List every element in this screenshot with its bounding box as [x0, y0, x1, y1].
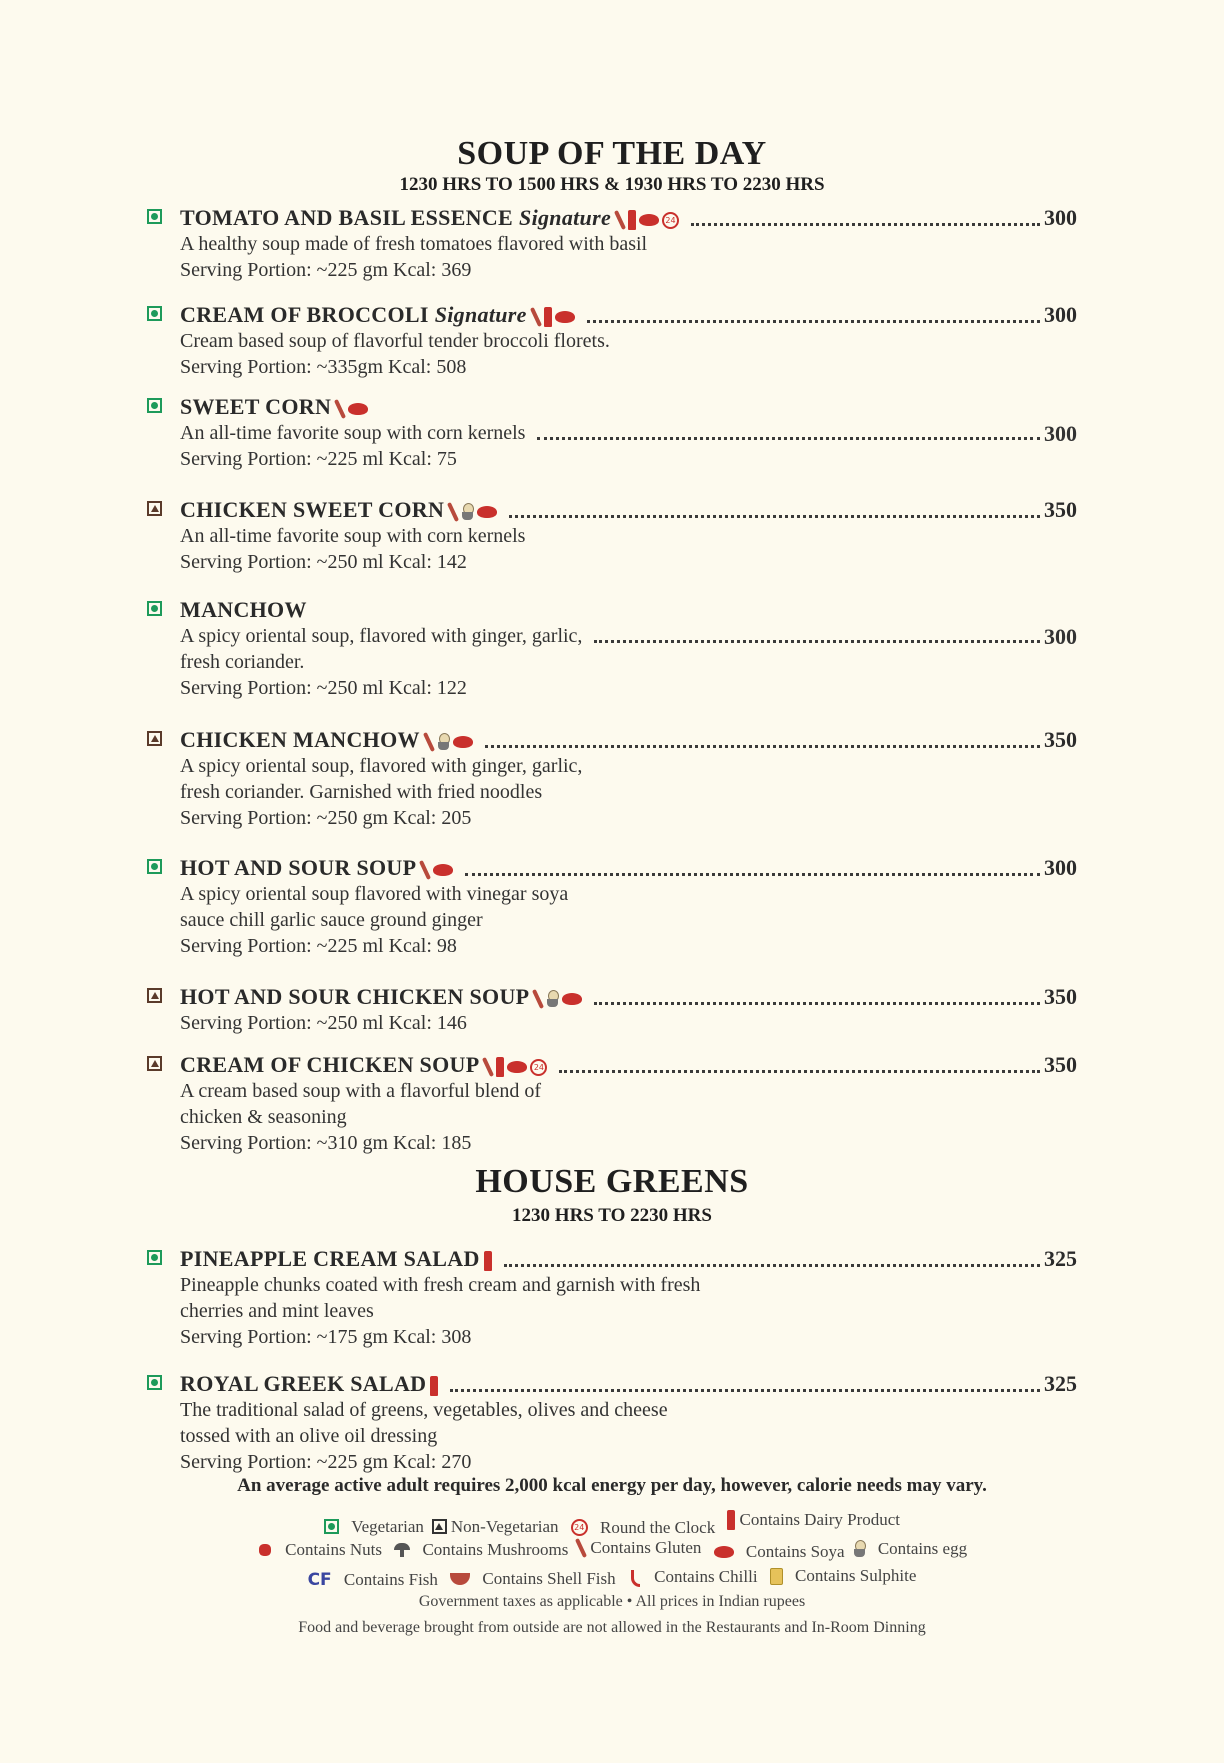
- menu-item-header: [180, 1246, 1077, 1272]
- menu-item-description: Serving Portion: ~250 ml Kcal: 142: [180, 551, 467, 573]
- outside-food-note: Food and beverage brought from outside are not allowed in the Restaurants and In-Room Dinning: [298, 1619, 926, 1636]
- gluten-icon: [615, 210, 625, 230]
- gluten-icon: [424, 732, 434, 752]
- legend-vegetarian: Vegetarian: [351, 1516, 424, 1536]
- mushroom-icon: [394, 1542, 410, 1558]
- legend-chilli: Contains Chilli: [654, 1566, 758, 1586]
- legend-sulphite: Contains Sulphite: [795, 1566, 917, 1585]
- menu-item-description-text: An all-time favorite soup with corn kernels: [180, 422, 526, 444]
- non-vegetarian-icon: [432, 1519, 447, 1534]
- gluten-icon: [420, 860, 430, 880]
- soya-icon: [555, 311, 575, 323]
- menu-item-header: [180, 1052, 1077, 1078]
- legend-mushrooms: Contains Mushrooms: [422, 1540, 569, 1559]
- fish-icon: CF: [307, 1569, 332, 1590]
- non-vegetarian-icon: [147, 501, 162, 516]
- legend-dairy: Contains Dairy Product: [739, 1510, 901, 1529]
- nuts-icon: [257, 1542, 273, 1558]
- menu-item-name: PINEAPPLE CREAM SALAD: [180, 1246, 480, 1271]
- allergen-icons: [420, 859, 453, 881]
- allergen-icons: [430, 1375, 438, 1397]
- chilli-icon: [628, 1569, 642, 1585]
- soya-icon: [507, 1061, 527, 1073]
- menu-item-price: 350: [1044, 497, 1077, 522]
- menu-item-price: 350: [1044, 984, 1077, 1009]
- gluten-icon: [576, 1538, 586, 1558]
- allergen-icons: [533, 988, 582, 1010]
- menu-item-header: [180, 1371, 1077, 1397]
- dairy-icon: [496, 1057, 504, 1077]
- allergen-icons: [448, 501, 497, 523]
- legend-egg: Contains egg: [877, 1539, 968, 1558]
- menu-item-description: Serving Portion: ~250 ml Kcal: 146: [180, 1012, 467, 1034]
- dot-leader: [594, 640, 1040, 643]
- legend-soya: Contains Soya: [745, 1542, 845, 1561]
- vegetarian-icon: [147, 859, 162, 874]
- menu-item-description: Pineapple chunks coated with fresh cream and garnish with fresh: [180, 1274, 701, 1296]
- sulphite-icon: [770, 1568, 783, 1585]
- menu-item-description: An all-time favorite soup with corn kernels: [180, 525, 526, 547]
- menu-item-description: Serving Portion: ~335gm Kcal: 508: [180, 356, 467, 378]
- menu-item-name: CHICKEN SWEET CORN: [180, 497, 445, 522]
- soya-icon: [562, 993, 582, 1005]
- menu-item-name: HOT AND SOUR CHICKEN SOUP: [180, 984, 530, 1009]
- menu-item-price: 325: [1044, 1246, 1077, 1271]
- vegetarian-icon: [147, 209, 162, 224]
- gluten-icon: [335, 399, 345, 419]
- vegetarian-icon: [147, 601, 162, 616]
- menu-item-description: Cream based soup of flavorful tender broccoli florets.: [180, 330, 610, 352]
- allergen-icons: [483, 1056, 547, 1078]
- dot-leader: [504, 1264, 1040, 1267]
- calorie-note: An average active adult requires 2,000 kcal energy per day, however, calorie needs may vary.: [237, 1475, 987, 1496]
- greens-section-hours: 1230 HRS TO 2230 HRS: [512, 1205, 712, 1226]
- menu-item-description: Serving Portion: ~225 gm Kcal: 270: [180, 1451, 472, 1473]
- menu-item-description: sauce chill garlic sauce ground ginger: [180, 909, 483, 931]
- gluten-icon: [533, 989, 543, 1009]
- gluten-icon: [531, 307, 541, 327]
- menu-item-description: Serving Portion: ~225 gm Kcal: 369: [180, 259, 472, 281]
- menu-item-description: [180, 625, 1077, 648]
- menu-item-description: Serving Portion: ~250 gm Kcal: 205: [180, 807, 472, 829]
- menu-item-description: A spicy oriental soup flavored with vinegar soya: [180, 883, 569, 905]
- non-vegetarian-icon: [147, 1056, 162, 1071]
- egg-icon: [461, 503, 474, 521]
- menu-item-description: Serving Portion: ~175 gm Kcal: 308: [180, 1326, 472, 1348]
- legend-fish: Contains Fish: [343, 1569, 438, 1589]
- menu-item-description: Serving Portion: ~225 ml Kcal: 98: [180, 935, 457, 957]
- menu-item-price: 300: [1044, 302, 1077, 327]
- gluten-icon: [448, 502, 458, 522]
- egg-icon: [853, 1540, 866, 1558]
- menu-item-name: HOT AND SOUR SOUP: [180, 855, 417, 880]
- shell-fish-icon: [450, 1573, 470, 1585]
- menu-item-name: TOMATO AND BASIL ESSENCE: [180, 205, 514, 230]
- dairy-icon: [727, 1510, 735, 1530]
- menu-item-price: 350: [1044, 1052, 1077, 1077]
- menu-item-description: tossed with an olive oil dressing: [180, 1425, 438, 1447]
- non-vegetarian-icon: [147, 988, 162, 1003]
- menu-item-description: [180, 422, 1077, 445]
- clock-icon: 24: [662, 212, 679, 229]
- menu-item-description: fresh coriander.: [180, 651, 305, 673]
- dot-leader: [509, 515, 1040, 518]
- allergen-icons: [531, 306, 575, 328]
- dairy-icon: [430, 1376, 438, 1396]
- soya-icon: [433, 864, 453, 876]
- gluten-icon: [483, 1057, 493, 1077]
- menu-item-name: SWEET CORN: [180, 394, 332, 419]
- signature-label: Signature: [434, 302, 527, 327]
- menu-item-description-text: A spicy oriental soup, flavored with ginger, garlic,: [180, 625, 583, 647]
- allergen-icons: [615, 209, 679, 231]
- menu-item-description: A cream based soup with a flavorful blend of: [180, 1080, 542, 1102]
- vegetarian-icon: [147, 306, 162, 321]
- allergen-icons: [484, 1250, 492, 1272]
- allergen-icons: [335, 398, 368, 420]
- dairy-icon: [484, 1251, 492, 1271]
- clock-icon: 24: [530, 1059, 547, 1076]
- menu-item-price: 325: [1044, 1371, 1077, 1396]
- dot-leader: [594, 1002, 1040, 1005]
- dot-leader: [587, 320, 1040, 323]
- menu-item-description: A healthy soup made of fresh tomatoes flavored with basil: [180, 233, 648, 255]
- menu-item-price: 300: [1044, 855, 1077, 880]
- menu-item-description: Serving Portion: ~310 gm Kcal: 185: [180, 1132, 472, 1154]
- legend-shell-fish: Contains Shell Fish: [482, 1568, 616, 1588]
- soup-section-hours: 1230 HRS TO 1500 HRS & 1930 HRS TO 2230 HRS: [399, 174, 825, 195]
- vegetarian-icon: [147, 1375, 162, 1390]
- dot-leader: [691, 223, 1040, 226]
- menu-item-header: [180, 984, 1077, 1010]
- allergen-icons: [424, 731, 473, 753]
- egg-icon: [546, 990, 559, 1008]
- dot-leader: [450, 1389, 1040, 1392]
- menu-item-price: 300: [1044, 624, 1077, 649]
- non-vegetarian-icon: [147, 731, 162, 746]
- vegetarian-icon: [147, 1250, 162, 1265]
- soya-icon: [477, 506, 497, 518]
- dot-leader: [537, 437, 1040, 440]
- dairy-icon: [628, 210, 636, 230]
- menu-item-description: Serving Portion: ~250 ml Kcal: 122: [180, 677, 467, 699]
- dairy-icon: [544, 307, 552, 327]
- menu-item-header: [180, 302, 1077, 328]
- legend-round-clock: Round the Clock: [600, 1517, 716, 1537]
- soya-icon: [348, 403, 368, 415]
- dot-leader: [559, 1070, 1040, 1073]
- greens-section-title: HOUSE GREENS: [475, 1163, 749, 1200]
- vegetarian-icon: [324, 1519, 339, 1534]
- taxes-note: Government taxes as applicable • All prices in Indian rupees: [418, 1593, 806, 1610]
- soya-icon: [639, 214, 659, 226]
- legend-nuts: Contains Nuts: [285, 1540, 382, 1559]
- legend-non-vegetarian: Non-Vegetarian: [450, 1516, 559, 1536]
- egg-icon: [437, 733, 450, 751]
- legend-row-2: [0, 1538, 1224, 1563]
- menu-item-description: chicken & seasoning: [180, 1106, 347, 1128]
- soup-section-title: SOUP OF THE DAY: [457, 135, 767, 172]
- menu-item-description: Serving Portion: ~225 ml Kcal: 75: [180, 448, 457, 470]
- menu-item-name: MANCHOW: [180, 597, 307, 622]
- legend-row-3: [0, 1566, 1224, 1590]
- soya-icon: [714, 1546, 734, 1558]
- vegetarian-icon: [147, 398, 162, 413]
- menu-item-header: [180, 394, 1077, 420]
- soya-icon: [453, 736, 473, 748]
- clock-icon: 24: [571, 1519, 588, 1536]
- menu-item-description: fresh coriander. Garnished with fried noodles: [180, 781, 543, 803]
- legend-row-1: [0, 1510, 1224, 1538]
- menu-item-name: CREAM OF CHICKEN SOUP: [180, 1052, 480, 1077]
- menu-item-price: 300: [1044, 421, 1077, 446]
- menu-item-name: CHICKEN MANCHOW: [180, 727, 420, 752]
- menu-item-header: [180, 597, 1077, 623]
- menu-item-description: cherries and mint leaves: [180, 1300, 374, 1322]
- menu-item-header: [180, 497, 1077, 523]
- menu-item-price: 300: [1044, 205, 1077, 230]
- signature-label: Signature: [519, 205, 612, 230]
- menu-item-name: CREAM OF BROCCOLI: [180, 302, 429, 327]
- menu-item-description: A spicy oriental soup, flavored with ginger, garlic,: [180, 755, 583, 777]
- menu-item-header: [180, 205, 1077, 231]
- menu-item-header: [180, 727, 1077, 753]
- menu-item-header: [180, 855, 1077, 881]
- menu-item-name: ROYAL GREEK SALAD: [180, 1371, 427, 1396]
- dot-leader: [485, 745, 1040, 748]
- legend-gluten: Contains Gluten: [590, 1538, 702, 1557]
- menu-item-description: The traditional salad of greens, vegetables, olives and cheese: [180, 1399, 668, 1421]
- dot-leader: [465, 873, 1040, 876]
- menu-item-price: 350: [1044, 727, 1077, 752]
